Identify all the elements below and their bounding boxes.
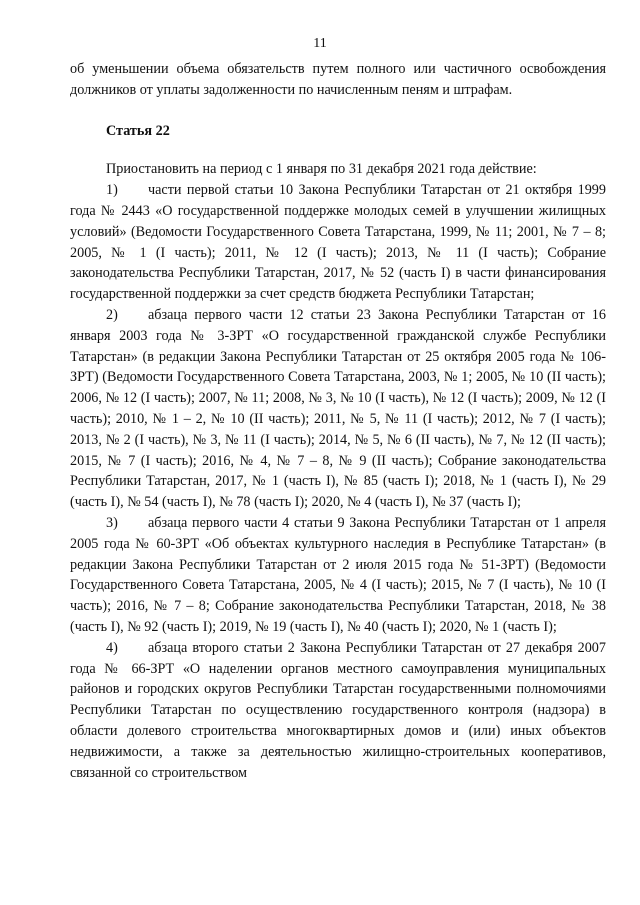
item-text: абзаца второго статьи 2 Закона Республики Татарстан от 27 декабря 2007 года № 66-ЗРТ «О наделении органов местного самоуправления муниципальных районов и городских округов Республики Татарстан государственными полномочиями Республики Татарстан по осуществлению государственного контроля (надзора) в области долевого строительства многоквартирных домов и (или) иных объектов недвижимости, а также за деятельностью жилищно-строительных кооперативов, связанной со строительством (70, 639, 606, 781)
lead-paragraph: об уменьшении объема обязательств путем полного или частичного освобождения должников от уплаты задолженности по начисленным пеням и штрафам. (70, 61, 606, 98)
intro-paragraph: Приостановить на период с 1 января по 31 декабря 2021 года действие: (106, 161, 537, 178)
item-number: 1) (106, 182, 118, 199)
list-item (70, 513, 606, 638)
list-item (70, 305, 606, 513)
item-text: абзаца первого части 12 статьи 23 Закона Республики Татарстан от 16 января 2003 года № 3-ЗРТ «О государственной гражданской службе Республики Татарстан» (в редакции Закона Республики Татарстан от 25 октября 2005 года № 106-ЗРТ) (Ведомости Государственного Совета Татарстана, 2003, № 1; 2005, № 10 (II часть); 2006, № 12 (I часть); 2007, № 11; 2008, № 3, № 10 (I часть), № 12 (I часть); 2009, № 12 (I часть); 2010, № 1 – 2, № 10 (II часть); 2011, № 5, № 11 (I часть); 2012, № 7 (I часть); 2013, № 2 (I часть), № 3, № 11 (I часть); 2014, № 5, № 6 (II часть), № 7, № 12 (II часть); 2015, № 7 (I часть); 2016, № 4, № 7 – 8, № 9 (II часть); Собрание законодательства Республики Татарстан, 2017, № 1 (часть I), № 85 (часть I); 2018, № 1 (часть I), № 29 (часть I), № 54 (часть I), № 78 (часть I); 2020, № 4 (часть I), № 37 (часть I); (70, 306, 606, 511)
page-number: 11 (313, 36, 327, 51)
item-text: абзаца первого части 4 статьи 9 Закона Республики Татарстан от 1 апреля 2005 года № 60-ЗРТ «Об объектах культурного наследия в Республике Татарстан» (в редакции Закона Республики Татарстан от 2 июля 2015 года № 51-ЗРТ) (Ведомости Государственного Совета Татарстана, 2005, № 4 (I часть); 2015, № 7 (I часть), № 10 (I часть); 2016, № 7 – 8; Собрание законодательства Республики Татарстан, 2018, № 38 (часть I), № 92 (часть I); 2019, № 19 (часть I), № 40 (часть I); 2020, № 1 (часть I); (70, 514, 606, 635)
item-number: 4) (106, 639, 118, 656)
item-text: части первой статьи 10 Закона Республики Татарстан от 21 октября 1999 года № 2443 «О государственной поддержке молодых семей в улучшении жилищных условий» (Ведомости Государственного Совета Татарстана, 1999, № 11; 2001, № 7 – 8; 2005, № 1 (I часть); 2011, № 12 (I часть); 2013, № 11 (I часть); Собрание законодательства Республики Татарстан, 2017, № 52 (часть I) в части финансирования государственной поддержки за счет средств бюджета Республики Татарстан; (70, 182, 606, 303)
list-item (70, 180, 606, 305)
article-title: Статья 22 (106, 122, 170, 139)
item-number: 2) (106, 306, 118, 323)
list-item (70, 638, 606, 784)
document-body (70, 59, 606, 783)
item-number: 3) (106, 514, 118, 531)
